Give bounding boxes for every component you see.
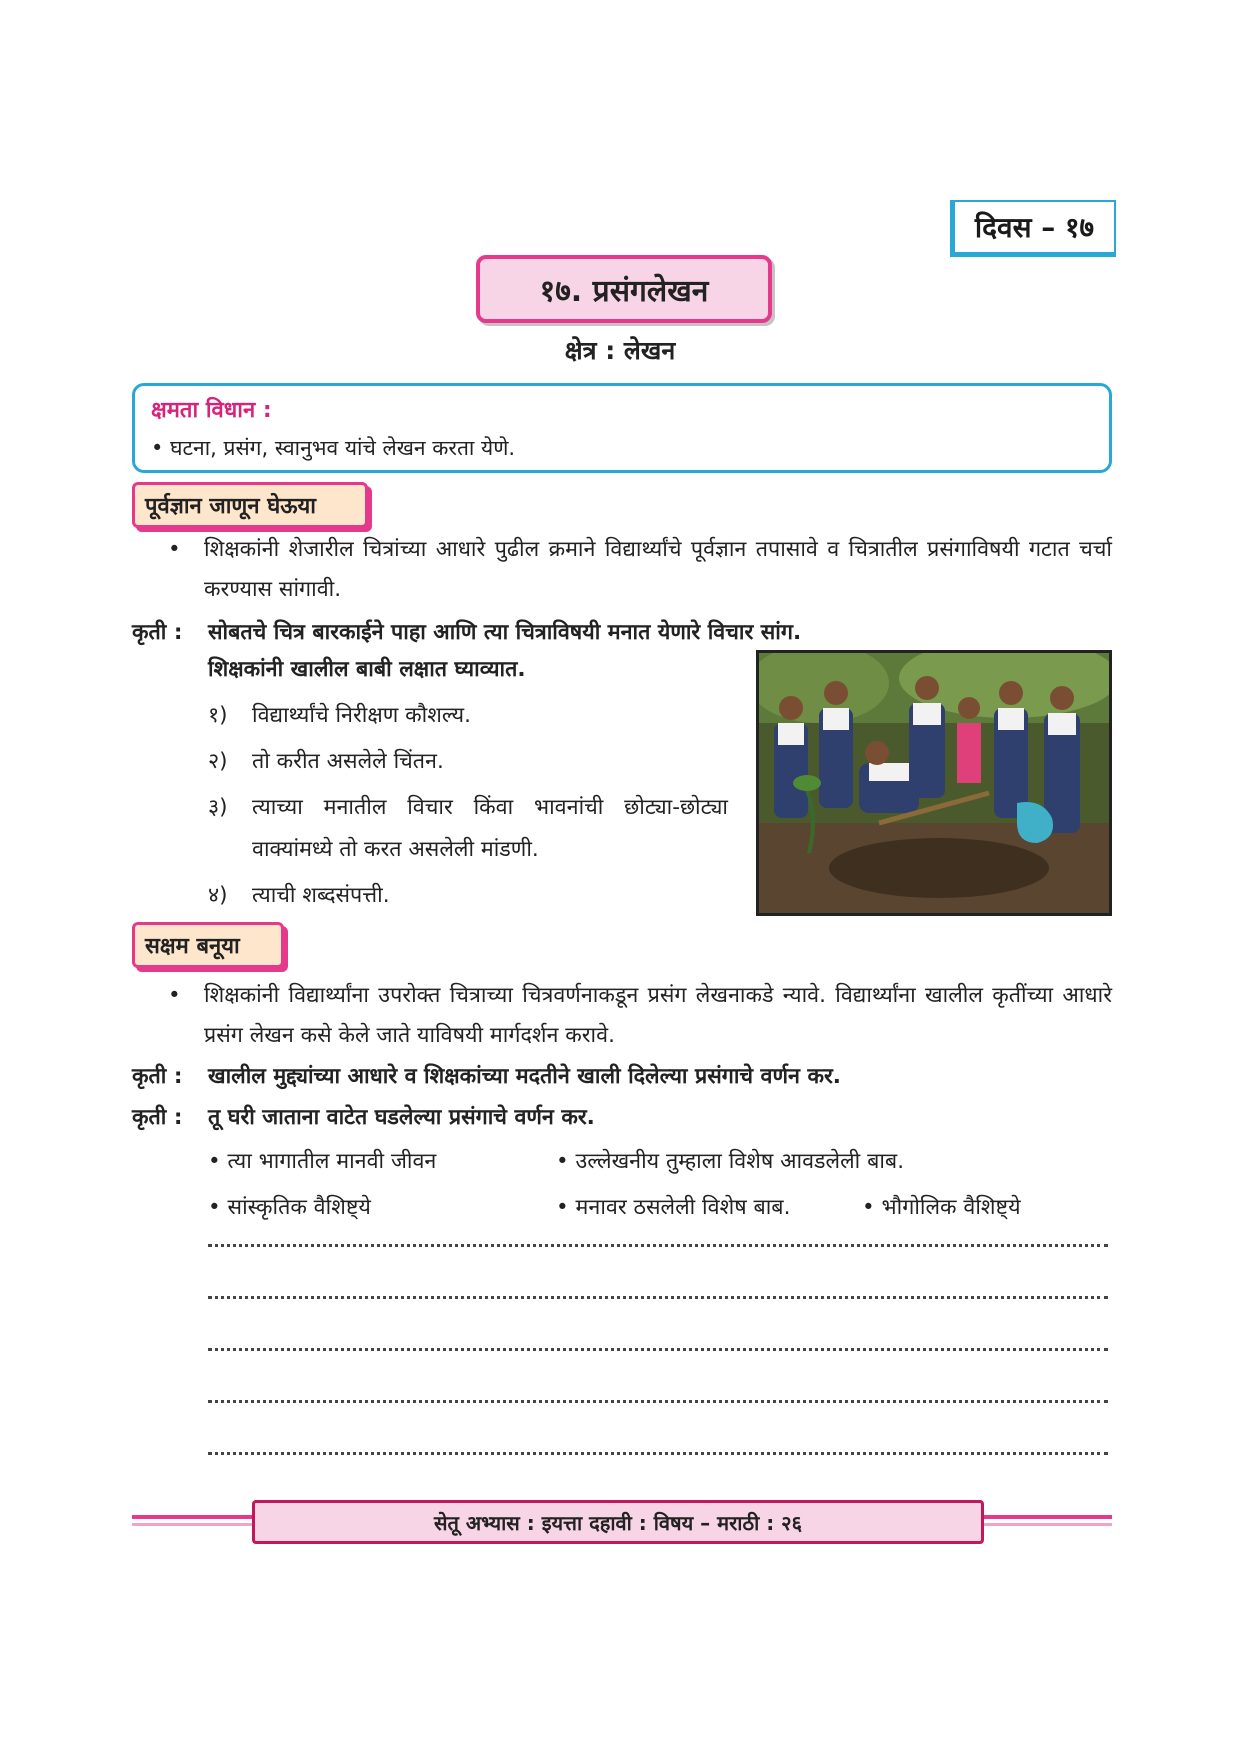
section-tag-prior-knowledge: पूर्वज्ञान जाणून घेऊया bbox=[132, 482, 368, 528]
list-item-text: विद्यार्थ्यांचे निरीक्षण कौशल्य. bbox=[252, 703, 471, 728]
footer-label: सेतू अभ्यास : इयत्ता दहावी : विषय – मराठी : २६ bbox=[252, 1500, 984, 1544]
capability-item: • घटना, प्रसंग, स्वानुभव यांचे लेखन करता येणे. bbox=[151, 436, 516, 460]
writing-line[interactable] bbox=[208, 1244, 1108, 1247]
list-item-text: त्याची शब्दसंपत्ती. bbox=[252, 883, 390, 908]
point-text: त्या भागातील मानवी जीवन bbox=[227, 1149, 437, 1174]
area-label: क्षेत्र : लेखन bbox=[564, 336, 676, 365]
list-item-number: ३) bbox=[208, 795, 228, 820]
section2-kruti-2 bbox=[132, 1099, 1118, 1137]
point-text: सांस्कृतिक वैशिष्ट्ये bbox=[227, 1195, 371, 1220]
observation-list bbox=[208, 695, 728, 917]
point-text: मनावर ठसलेली विशेष बाब. bbox=[575, 1195, 791, 1220]
point-item: • मनावर ठसलेली विशेष बाब. bbox=[556, 1195, 791, 1220]
writing-line[interactable] bbox=[208, 1296, 1108, 1299]
students-planting-photo bbox=[756, 650, 1112, 916]
writing-line[interactable] bbox=[208, 1400, 1108, 1403]
point-item: • उल्लेखनीय तुम्हाला विशेष आवडलेली बाब. bbox=[556, 1149, 905, 1174]
section2-kruti-1 bbox=[132, 1058, 1118, 1096]
kruti-text: तू घरी जाताना वाटेत घडलेल्या प्रसंगाचे वर्णन कर. bbox=[208, 1105, 595, 1130]
section2-bullet bbox=[168, 976, 1112, 1056]
point-item: • सांस्कृतिक वैशिष्ट्ये bbox=[208, 1195, 371, 1220]
section-tag-become-capable: सक्षम बनूया bbox=[132, 922, 284, 968]
point-text: उल्लेखनीय तुम्हाला विशेष आवडलेली बाब. bbox=[575, 1149, 905, 1174]
kruti-text: सोबतचे चित्र बारकाईने पाहा आणि त्या चित्राविषयी मनात येणारे विचार सांग. bbox=[208, 620, 802, 645]
day-tag: दिवस – १७ bbox=[950, 200, 1116, 257]
list-item-text: तो करीत असलेले चिंतन. bbox=[252, 749, 444, 774]
teacher-note: शिक्षकांनी खालील बाबी लक्षात घ्याव्यात. bbox=[208, 657, 526, 682]
list-item-text: त्याच्या मनातील विचार किंवा भावनांची छोट्या-छोट्या वाक्यांमध्ये तो करत असलेली मांडणी. bbox=[252, 795, 728, 862]
section2-bullet-text: शिक्षकांनी विद्यार्थ्यांना उपरोक्त चित्राच्या चित्रवर्णनाकडून प्रसंग लेखनाकडे न्यावे. विद्यार्थ्यांना खालील कृतींच्या आधारे प्रसंग लेखन कसे केले जाते याविषयी मार्गदर्शन करावे. bbox=[204, 983, 1112, 1048]
kruti-label: कृती : bbox=[132, 620, 183, 645]
list-item-number: ४) bbox=[208, 883, 228, 908]
point-item: • भौगोलिक वैशिष्ट्ये bbox=[862, 1195, 1021, 1220]
kruti-label: कृती : bbox=[132, 1105, 183, 1130]
capability-heading: क्षमता विधान : bbox=[151, 398, 272, 423]
capability-item-text: घटना, प्रसंग, स्वानुभव यांचे लेखन करता येणे. bbox=[170, 436, 516, 460]
kruti-label: कृती : bbox=[132, 1064, 183, 1089]
kruti-text: खालील मुद्द्यांच्या आधारे व शिक्षकांच्या मदतीने खाली दिलेल्या प्रसंगाचे वर्णन कर. bbox=[208, 1064, 841, 1089]
bullet-dot: • bbox=[168, 983, 181, 1008]
capability-box bbox=[132, 383, 1112, 473]
list-item bbox=[208, 741, 728, 783]
section1-kruti bbox=[132, 614, 1118, 652]
writing-line[interactable] bbox=[208, 1452, 1108, 1455]
list-item bbox=[208, 695, 728, 737]
photo-illustration bbox=[759, 653, 1109, 913]
section1-bullet-text: शिक्षकांनी शेजारील चित्रांच्या आधारे पुढील क्रमाने विद्यार्थ्यांचे पूर्वज्ञान तपासावे व चित्रातील प्रसंगाविषयी गटात चर्चा करण्यास सांगावी. bbox=[204, 537, 1112, 602]
point-item: • त्या भागातील मानवी जीवन bbox=[208, 1149, 437, 1174]
point-text: भौगोलिक वैशिष्ट्ये bbox=[881, 1195, 1021, 1220]
bullet-dot: • bbox=[168, 537, 181, 562]
list-item bbox=[208, 787, 728, 871]
list-item-number: १) bbox=[208, 703, 228, 728]
section1-bullet bbox=[168, 530, 1112, 610]
chapter-title: १७. प्रसंगलेखन bbox=[476, 255, 772, 323]
writing-line[interactable] bbox=[208, 1348, 1108, 1351]
list-item bbox=[208, 875, 728, 917]
list-item-number: २) bbox=[208, 749, 228, 774]
